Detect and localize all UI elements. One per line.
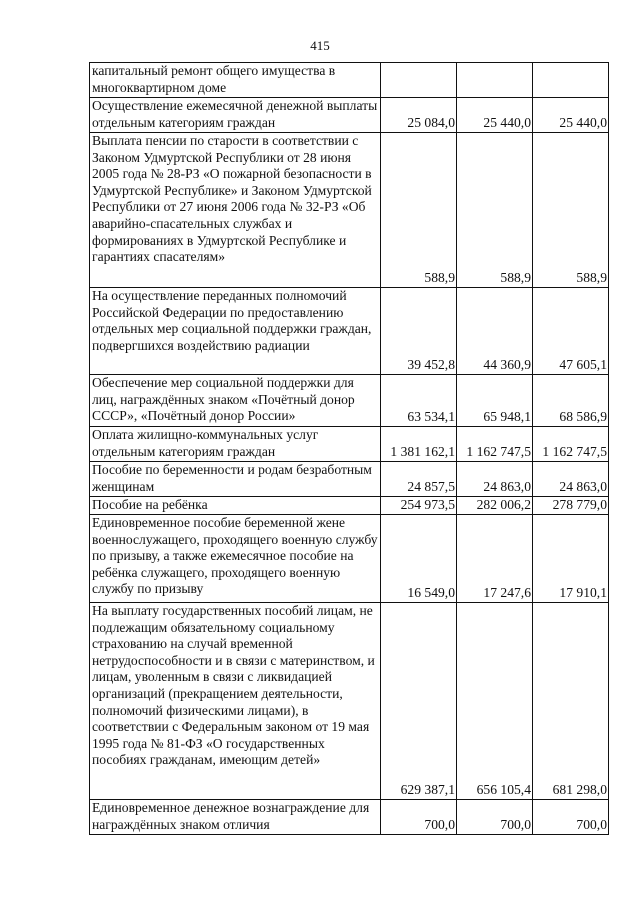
table-row xyxy=(90,497,609,515)
value-year-1: 25 084,0 xyxy=(381,98,457,133)
value-year-3: 700,0 xyxy=(533,800,609,835)
row-name: Пособие на ребёнка xyxy=(90,497,381,515)
value-year-2: 282 006,2 xyxy=(457,497,533,515)
value-year-3: 24 863,0 xyxy=(533,462,609,497)
value-year-1: 1 381 162,1 xyxy=(381,427,457,462)
value-year-3: 47 605,1 xyxy=(533,288,609,375)
row-name: Выплата пенсии по старости в соответствии с Законом Удмуртской Республики от 28 июня 2005 года № 28-РЗ «О пожарной безопасности в Удмуртской Республике» и Законом Удмуртской Республики от 27 июня 2006 года № 32-РЗ «Об аварийно-спасательных службах и формированиях в Удмуртской Республике и гарантиях спасателям» xyxy=(90,133,381,288)
value-year-3: 17 910,1 xyxy=(533,515,609,603)
row-name: На осуществление переданных полномочий Российской Федерации по предоставлению отдельных мер социальной поддержки граждан, подвергшихся воздействию радиации xyxy=(90,288,381,375)
table-row xyxy=(90,603,609,800)
value-year-3: 25 440,0 xyxy=(533,98,609,133)
row-name: Единовременное денежное вознаграждение для награждённых знаком отличия xyxy=(90,800,381,835)
table-row xyxy=(90,515,609,603)
value-year-1: 588,9 xyxy=(381,133,457,288)
value-year-1 xyxy=(381,63,457,98)
value-year-2: 1 162 747,5 xyxy=(457,427,533,462)
value-year-3: 588,9 xyxy=(533,133,609,288)
row-name: На выплату государственных пособий лицам, не подлежащим обязательному социальному страхованию на случай временной нетрудоспособности и в связи с материнством, и лицам, уволенным в связи с ликвидацией организаций (прекращением деятельности, полномочий физическими лицами), в соответствии с Федеральным законом от 19 мая 1995 года № 81-ФЗ «О государственных пособиях гражданам, имеющим детей» xyxy=(90,603,381,800)
page-number: 415 xyxy=(310,38,330,53)
row-name: Оплата жилищно-коммунальных услуг отдельным категориям граждан xyxy=(90,427,381,462)
value-year-2: 700,0 xyxy=(457,800,533,835)
value-year-1: 700,0 xyxy=(381,800,457,835)
table-row xyxy=(90,800,609,835)
row-name: Пособие по беременности и родам безработным женщинам xyxy=(90,462,381,497)
value-year-1: 16 549,0 xyxy=(381,515,457,603)
value-year-1: 24 857,5 xyxy=(381,462,457,497)
value-year-2: 44 360,9 xyxy=(457,288,533,375)
value-year-2: 17 247,6 xyxy=(457,515,533,603)
row-name: Единовременное пособие беременной жене военнослужащего, проходящего военную службу по призыву, а также ежемесячное пособие на ребёнка служащего, проходящего военную службу по призыву xyxy=(90,515,381,603)
table-row xyxy=(90,375,609,427)
value-year-2: 588,9 xyxy=(457,133,533,288)
table-row xyxy=(90,133,609,288)
value-year-2: 24 863,0 xyxy=(457,462,533,497)
table-row xyxy=(90,63,609,98)
value-year-2: 25 440,0 xyxy=(457,98,533,133)
table-row xyxy=(90,288,609,375)
value-year-2: 65 948,1 xyxy=(457,375,533,427)
value-year-3: 68 586,9 xyxy=(533,375,609,427)
value-year-3: 681 298,0 xyxy=(533,603,609,800)
budget-table xyxy=(89,62,609,835)
value-year-3: 1 162 747,5 xyxy=(533,427,609,462)
value-year-1: 63 534,1 xyxy=(381,375,457,427)
row-name: Обеспечение мер социальной поддержки для лиц, награждённых знаком «Почётный донор СССР», «Почётный донор России» xyxy=(90,375,381,427)
value-year-3: 278 779,0 xyxy=(533,497,609,515)
value-year-2 xyxy=(457,63,533,98)
row-name: капитальный ремонт общего имущества в многоквартирном доме xyxy=(90,63,381,98)
value-year-1: 39 452,8 xyxy=(381,288,457,375)
table-row xyxy=(90,427,609,462)
row-name: Осуществление ежемесячной денежной выплаты отдельным категориям граждан xyxy=(90,98,381,133)
value-year-2: 656 105,4 xyxy=(457,603,533,800)
table-row xyxy=(90,98,609,133)
value-year-1: 254 973,5 xyxy=(381,497,457,515)
value-year-3 xyxy=(533,63,609,98)
value-year-1: 629 387,1 xyxy=(381,603,457,800)
table-row xyxy=(90,462,609,497)
